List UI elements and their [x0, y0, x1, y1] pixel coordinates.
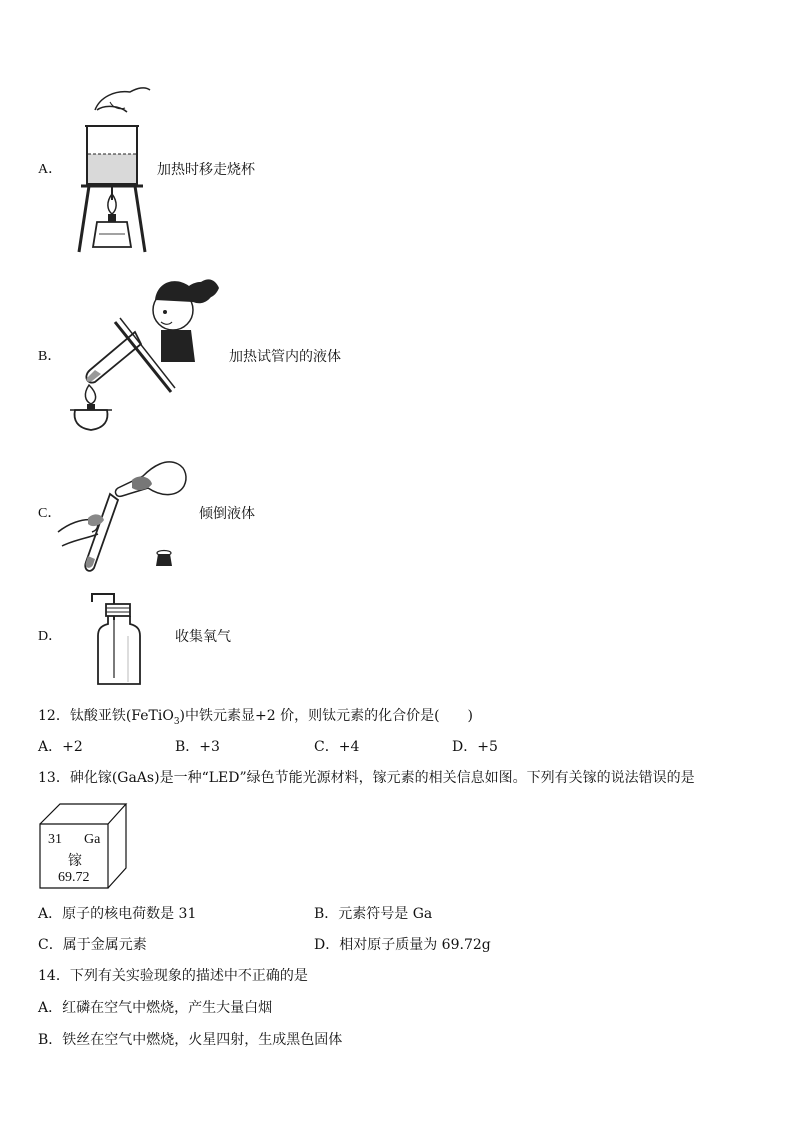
option-c-letter: C． [38, 506, 62, 521]
question-14-stem: 14．下列有关实验现象的描述中不正确的是 [38, 968, 308, 984]
option-b-letter: B． [38, 349, 62, 364]
test-tube-heating-illustration [65, 270, 230, 438]
option-c-caption: 倾倒液体 [199, 506, 255, 522]
option-d-letter: D． [38, 629, 63, 644]
question-13-stem: 13．砷化镓(GaAs)是一种“LED”绿色节能光源材料，镓元素的相关信息如图。下列有关镓的说法错误的是 [38, 770, 695, 786]
beaker-heating-illustration [75, 82, 155, 257]
option-d-caption: 收集氧气 [175, 629, 231, 645]
question-12-option-d: D．+5 [452, 739, 498, 755]
element-symbol: Ga [84, 832, 101, 847]
question-13-option-c: C．属于金属元素 [38, 937, 147, 953]
pouring-liquid-illustration [58, 458, 193, 576]
element-name: 镓 [68, 854, 82, 869]
question-12-option-b: B．+3 [175, 739, 220, 755]
option-a-caption: 加热时移走烧杯 [157, 162, 255, 178]
question-13-option-b: B．元素符号是 Ga [314, 906, 433, 922]
question-12-option-c: C．+4 [314, 739, 360, 755]
question-14-option-a: A．红磷在空气中燃烧，产生大量白烟 [38, 1000, 273, 1016]
question-13-option-d: D．相对原子质量为 69.72g [314, 937, 491, 953]
option-b-caption: 加热试管内的液体 [229, 349, 341, 365]
element-cell-gallium [38, 802, 128, 890]
option-a-letter: A． [38, 162, 63, 177]
element-atomic-number: 31 [48, 832, 62, 847]
gas-collection-bottle-illustration [90, 590, 150, 688]
question-13-option-a: A．原子的核电荷数是 31 [38, 906, 197, 922]
question-12-option-a: A．+2 [38, 739, 83, 755]
question-14-option-b: B．铁丝在空气中燃烧，火星四射，生成黑色固体 [38, 1032, 343, 1048]
element-atomic-mass: 69.72 [58, 870, 90, 885]
question-12-stem: 12．钛酸亚铁(FeTiO$_3$)中铁元素显+2 价，则钛元素的化合价是( ) [38, 708, 474, 727]
